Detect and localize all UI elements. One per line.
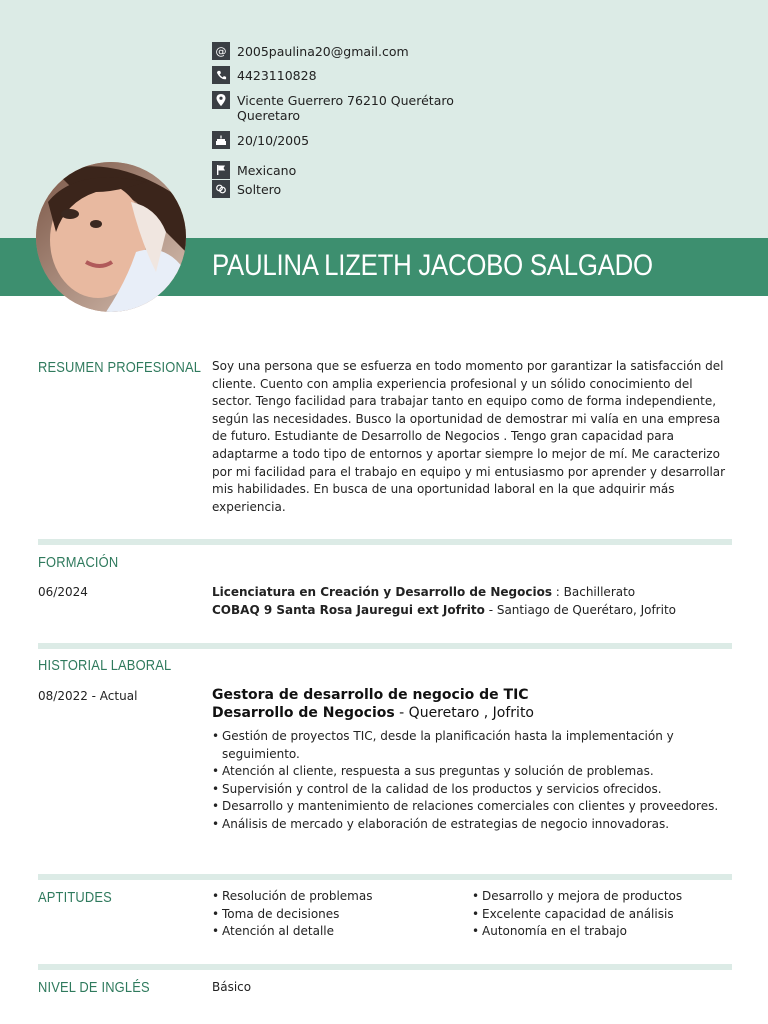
job-duties-list <box>212 728 732 833</box>
list-item: • Excelente capacidad de análisis <box>472 906 732 924</box>
job-company: Desarrollo de Negocios <box>212 705 395 721</box>
job-company-line <box>212 704 534 722</box>
phone-text: 4423110828 <box>237 68 317 83</box>
skills-section-title: APTITUDES <box>38 889 112 906</box>
email-text: 2005paulina20@gmail.com <box>237 44 409 59</box>
work-date: 08/2022 - Actual <box>38 689 138 703</box>
cake-icon <box>212 131 230 149</box>
contact-info <box>212 42 732 199</box>
section-divider <box>38 539 732 545</box>
summary-section-title: RESUMEN PROFESIONAL <box>38 359 202 376</box>
marital-status-text: Soltero <box>237 182 282 197</box>
work-section-title: HISTORIAL LABORAL <box>38 657 172 674</box>
list-item: • Supervisión y control de la calidad de los productos y servicios ofrecidos. <box>212 781 732 799</box>
list-item: • Desarrollo y mantenimiento de relaciones comerciales con clientes y proveedores. <box>212 798 732 816</box>
contact-nationality-row <box>212 161 732 180</box>
education-section-title: FORMACIÓN <box>38 554 119 571</box>
summary-text: Soy una persona que se esfuerza en todo momento por garantizar la satisfacción del cliente. Cuento con amplia experiencia profesional y un sólido conocimiento del sector. Tengo facilidad para trabajar tanto en equipo como de forma independiente, según las necesidades. Busco la oportunidad de demostrar mi valía en una empresa de futuro. Estudiante de Desarrollo de Negocios . Tengo gran capacidad para adaptarme a todo tipo de entornos y aportar siempre lo mejor de mí. Me caracterizo por mi facilidad para el trabajo en equipo y mi entusiasmo por aprender y desarrollar mis habilidades. En busca de una oportunidad laboral en la que adquirir más experiencia. <box>212 359 726 514</box>
address-text <box>237 91 454 123</box>
contact-email-row <box>212 42 732 66</box>
address-line-1: Vicente Guerrero 76210 Querétaro <box>237 93 454 108</box>
contact-phone-row <box>212 66 732 91</box>
list-item: • Resolución de problemas <box>212 888 472 906</box>
education-school: COBAQ 9 Santa Rosa Jauregui ext Jofrito <box>212 602 485 617</box>
skills-left-column <box>212 888 472 941</box>
education-level: : Bachillerato <box>551 585 636 599</box>
contact-marital-row <box>212 180 732 199</box>
list-item: • Gestión de proyectos TIC, desde la planificación hasta la implementación y seguimiento. <box>212 728 732 763</box>
education-location: - Santiago de Querétaro, Jofrito <box>484 602 676 617</box>
full-name: PAULINA LIZETH JACOBO SALGADO <box>212 249 653 282</box>
list-item: • Autonomía en el trabajo <box>472 923 732 941</box>
section-divider <box>38 964 732 970</box>
english-level: Básico <box>212 980 252 994</box>
section-divider <box>38 643 732 649</box>
section-divider <box>38 874 732 880</box>
list-item: • Análisis de mercado y elaboración de estrategias de negocio innovadoras. <box>212 816 732 834</box>
profile-photo <box>36 162 186 312</box>
list-item: • Desarrollo y mejora de productos <box>472 888 732 906</box>
list-item: • Toma de decisiones <box>212 906 472 924</box>
list-item: • Atención al cliente, respuesta a sus preguntas y solución de problemas. <box>212 763 732 781</box>
skills-right-column <box>472 888 732 941</box>
nationality-text: Mexicano <box>237 163 297 178</box>
education-degree: Licenciatura en Creación y Desarrollo de Negocios <box>212 585 552 599</box>
location-pin-icon <box>212 91 230 109</box>
contact-birthdate-row <box>212 131 732 161</box>
contact-address-row <box>212 91 732 131</box>
flag-icon <box>212 161 230 179</box>
education-school-line <box>212 602 732 620</box>
at-icon: @ <box>212 42 230 60</box>
english-section-title: NIVEL DE INGLÉS <box>38 979 150 996</box>
list-item: • Atención al detalle <box>212 923 472 941</box>
job-location: - Queretaro , Jofrito <box>394 705 534 721</box>
education-date: 06/2024 <box>38 585 88 599</box>
rings-icon <box>212 180 230 198</box>
birthdate-text: 20/10/2005 <box>237 133 310 148</box>
skills-lists <box>212 888 732 941</box>
job-position: Gestora de desarrollo de negocio de TIC <box>212 687 529 703</box>
address-line-2: Queretaro <box>237 108 301 123</box>
phone-icon <box>212 66 230 84</box>
education-details <box>212 584 732 619</box>
education-degree-line <box>212 584 732 602</box>
